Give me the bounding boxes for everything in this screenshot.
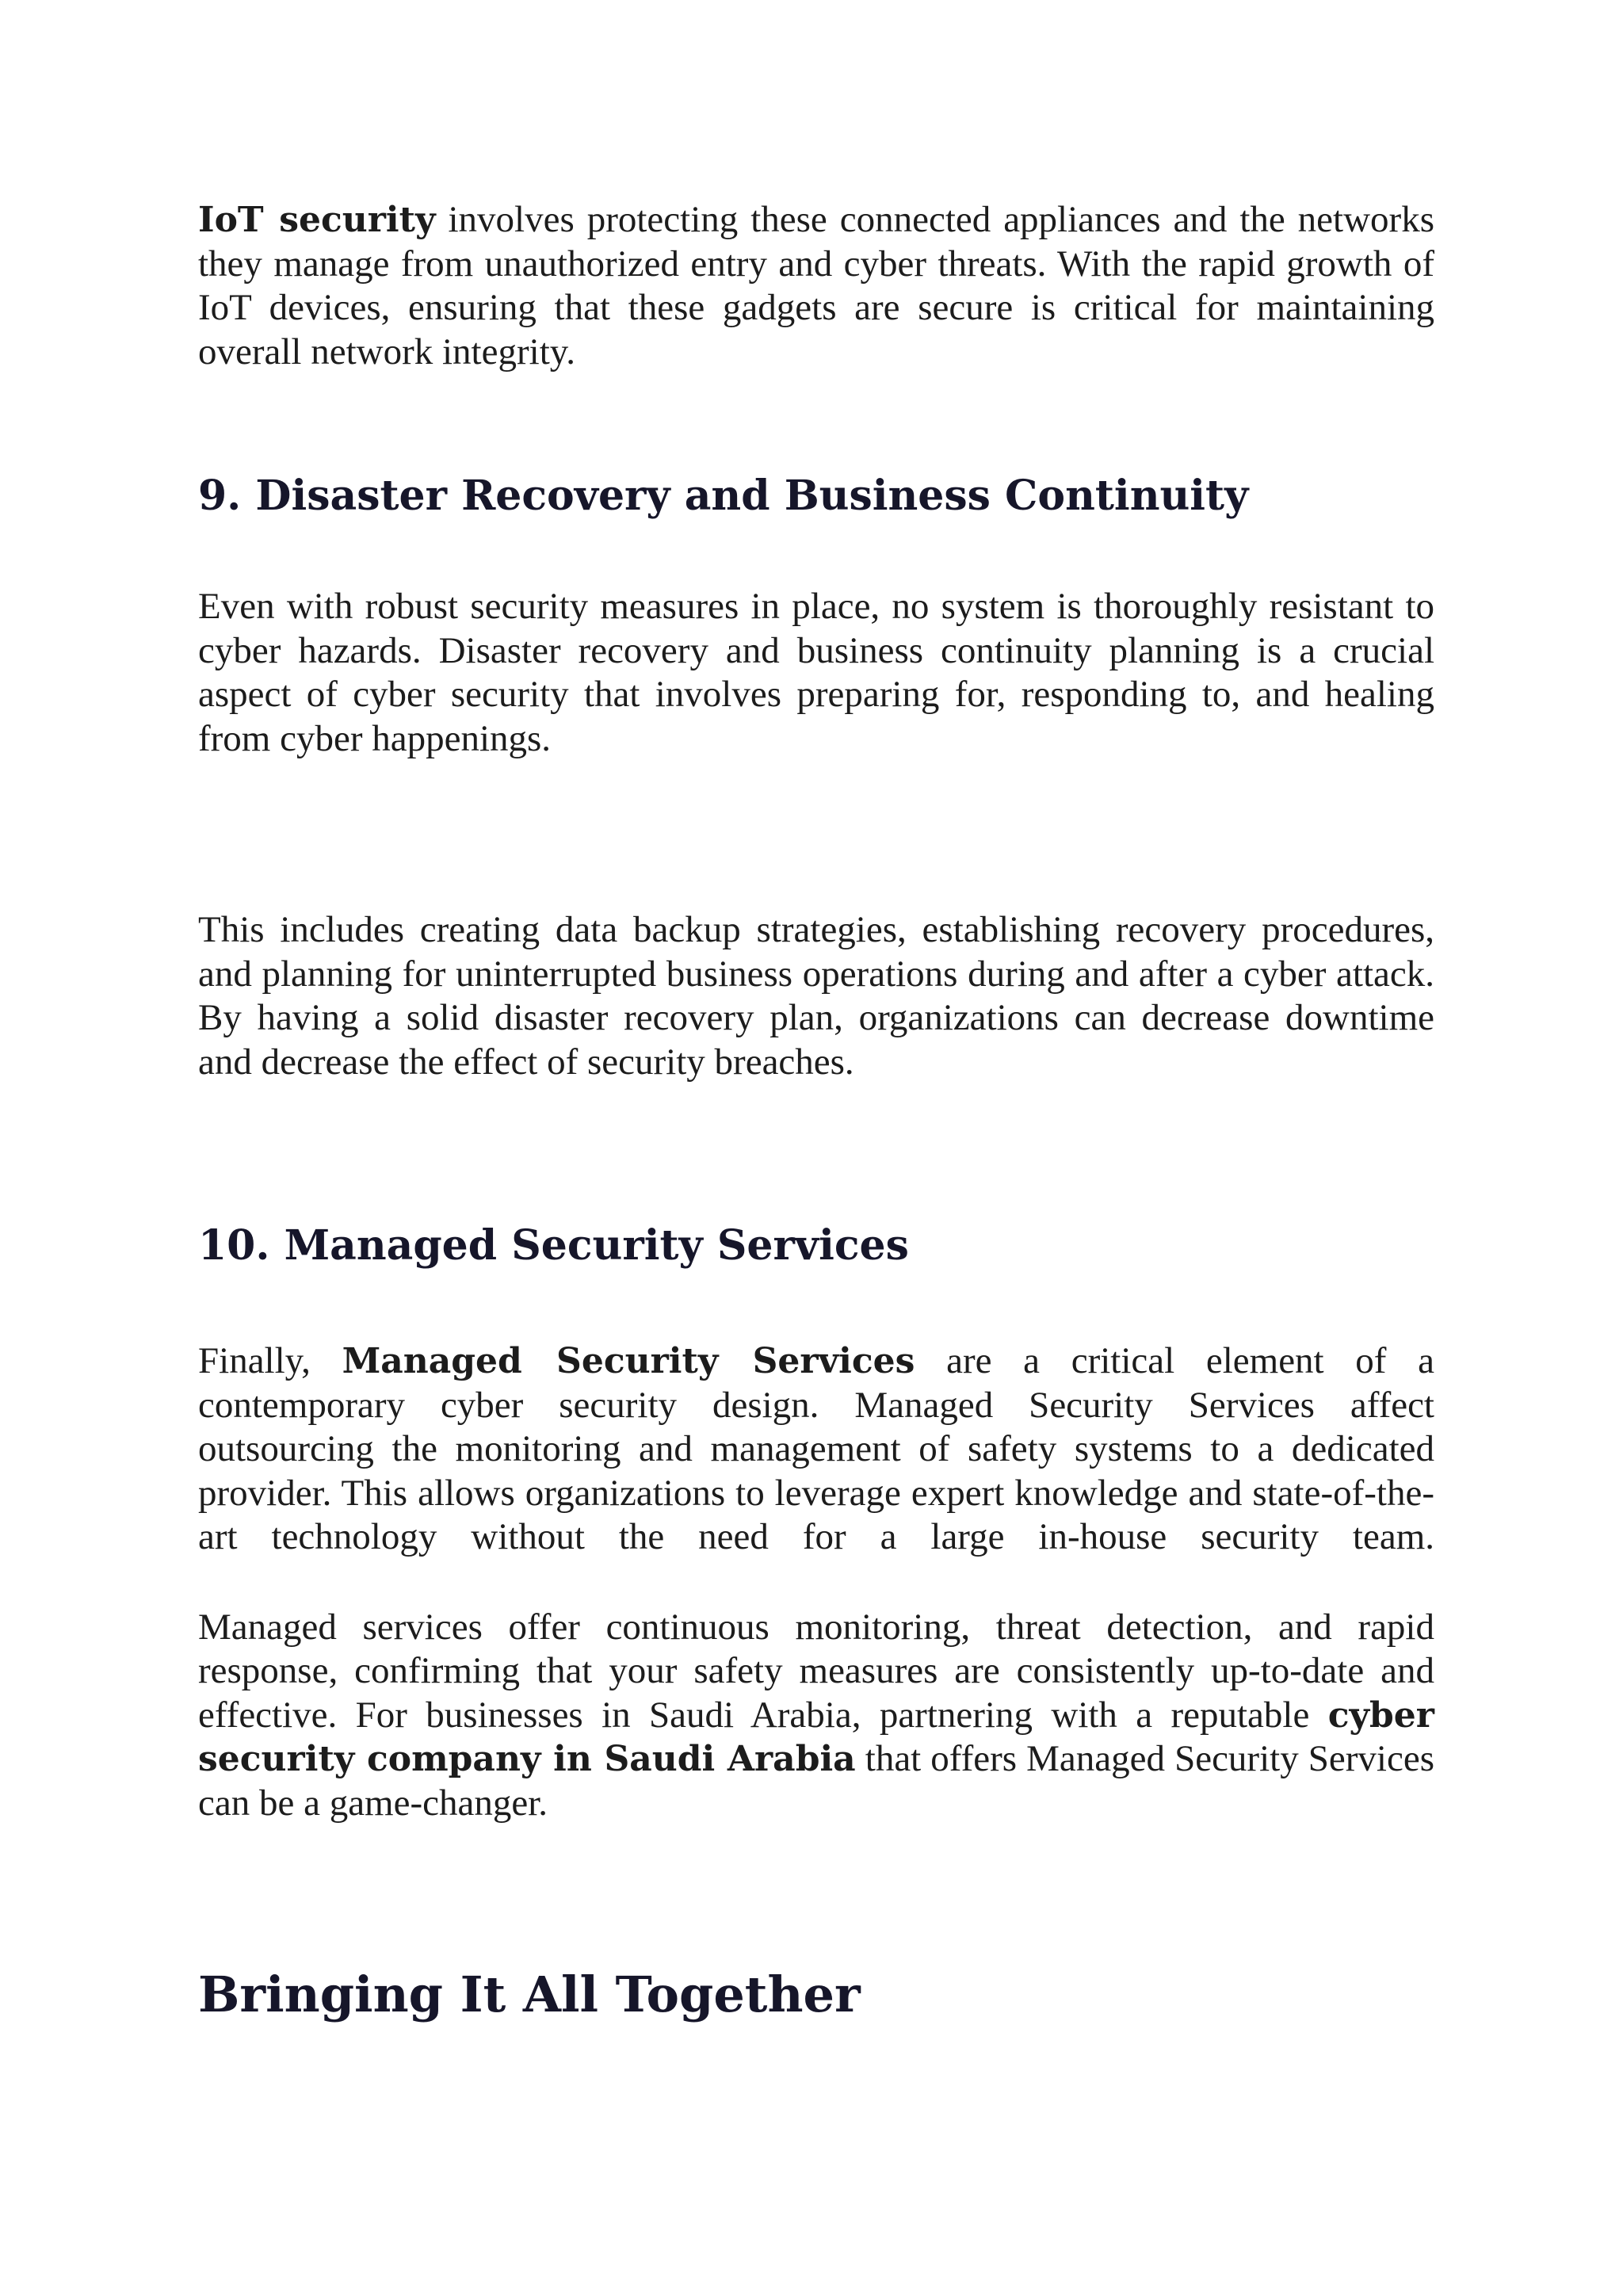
section-9-paragraph-2: This includes creating data backup strategies, establishing recovery procedures, and planning for uninterrupted business operations during and after a cyber attack. By having a solid disaster recovery plan, organizations can decrease downtime and decrease the effect of security breaches. [198, 909, 1434, 1083]
closing-heading: Bringing It All Together [198, 1966, 861, 2023]
section-9-paragraph-1: Even with robust security measures in place, no system is thoroughly resistant to cyber hazards. Disaster recovery and business continuity planning is a crucial aspect of cyber security that involves preparing for, responding to, and healing from cyber happenings. [198, 586, 1434, 759]
iot-security-term: IoT security [198, 200, 436, 240]
section-10-paragraph-1 [198, 1339, 1434, 1560]
managed-services-text: are a critical element of a contemporary cyber security design. Managed Security Services affect outsourcing the monitoring and management of safety systems to a dedicated provider. This allows organizations to leverage expert knowledge and state-of-the-art technology without the need for a large in-house security team. [198, 1340, 1434, 1557]
managed-services-offer-lead: Managed services offer continuous monitoring, threat detection, and rapid response, confirming that your safety measures are consistently up-to-date and effective. For businesses in Saudi Arabia, partnering with a reputable [198, 1606, 1434, 1736]
cyber-security-company-term: cyber security company in Saudi Arabia [198, 1694, 1434, 1779]
managed-services-offer-text: that offers Managed Security Services can be a game-changer. [198, 1738, 1434, 1824]
section-9-heading: 9. Disaster Recovery and Business Continuity [198, 472, 1249, 520]
section-10-heading: 10. Managed Security Services [198, 1221, 909, 1270]
managed-services-lead: Finally, [198, 1340, 342, 1381]
managed-security-services-term: Managed Security Services [342, 1341, 915, 1381]
iot-security-paragraph [198, 198, 1434, 374]
document-page [198, 198, 1434, 2025]
section-10-paragraph-2 [198, 1606, 1434, 1826]
iot-security-text: involves protecting these connected appliances and the networks they manage from unauthorized entry and cyber threats. With the rapid growth of IoT devices, ensuring that these gadgets are secure is critical for maintaining overall network integrity. [198, 199, 1434, 372]
